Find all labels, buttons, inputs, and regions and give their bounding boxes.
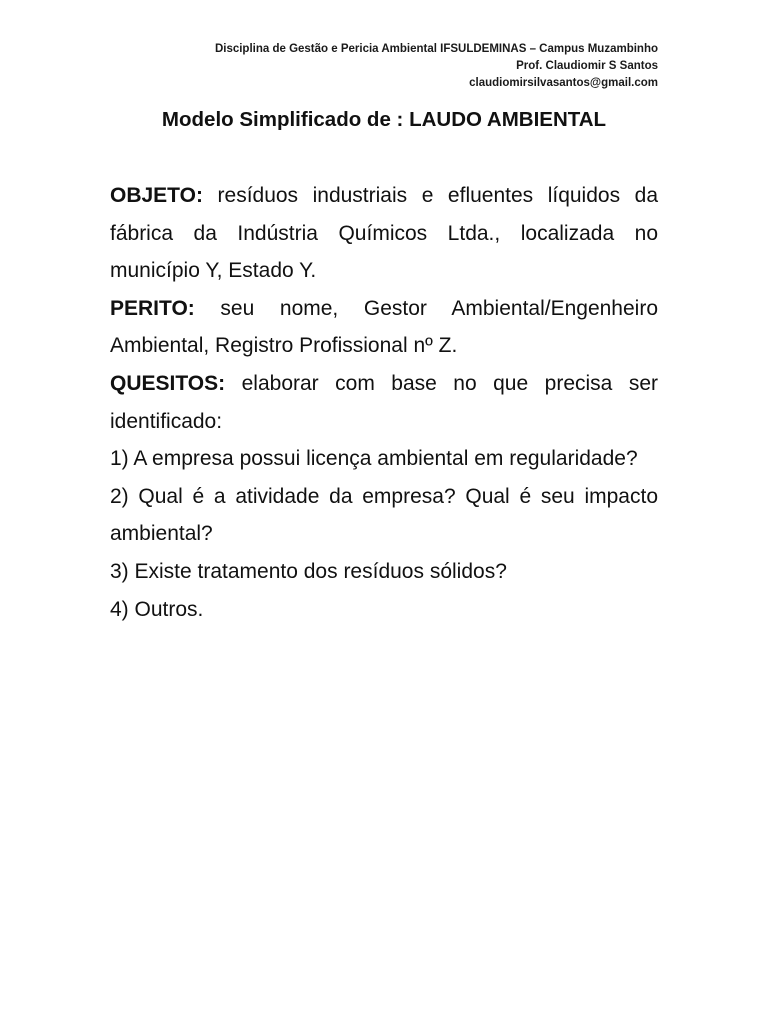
quesitos-text: elaborar com base no que precisa ser identificado: xyxy=(110,371,658,433)
perito-text: seu nome, Gestor Ambiental/Engenheiro Ambiental, Registro Profissional nº Z. xyxy=(110,296,658,358)
header-course-line: Disciplina de Gestão e Pericia Ambiental IFSULDEMINAS – Campus Muzambinho xyxy=(214,43,658,55)
perito-label: PERITO: xyxy=(110,296,195,320)
document-body xyxy=(110,177,658,628)
quesitos-paragraph xyxy=(110,365,658,440)
objeto-paragraph xyxy=(110,177,658,290)
quesito-item-2: 2) Qual é a atividade da empresa? Qual é seu impacto ambiental? xyxy=(110,484,658,546)
quesitos-label: QUESITOS: xyxy=(110,371,226,395)
header-professor-line: Prof. Claudiomir S Santos xyxy=(516,60,658,72)
perito-paragraph xyxy=(110,290,658,365)
quesito-item-1: 1) A empresa possui licença ambiental em regularidade? xyxy=(110,447,638,471)
objeto-label: OBJETO: xyxy=(110,184,203,207)
objeto-text: resíduos industriais e efluentes líquidos da fábrica da Indústria Químicos Ltda., localizada no município Y, Estado Y. xyxy=(110,184,658,283)
header-email-line: claudiomirsilvasantos@gmail.com xyxy=(469,77,658,89)
quesito-item-4: 4) Outros. xyxy=(110,597,204,621)
document-title: Modelo Simplificado de : LAUDO AMBIENTAL xyxy=(161,108,607,131)
quesito-item-3: 3) Existe tratamento dos resíduos sólidos? xyxy=(110,559,507,583)
document-header xyxy=(215,41,658,92)
